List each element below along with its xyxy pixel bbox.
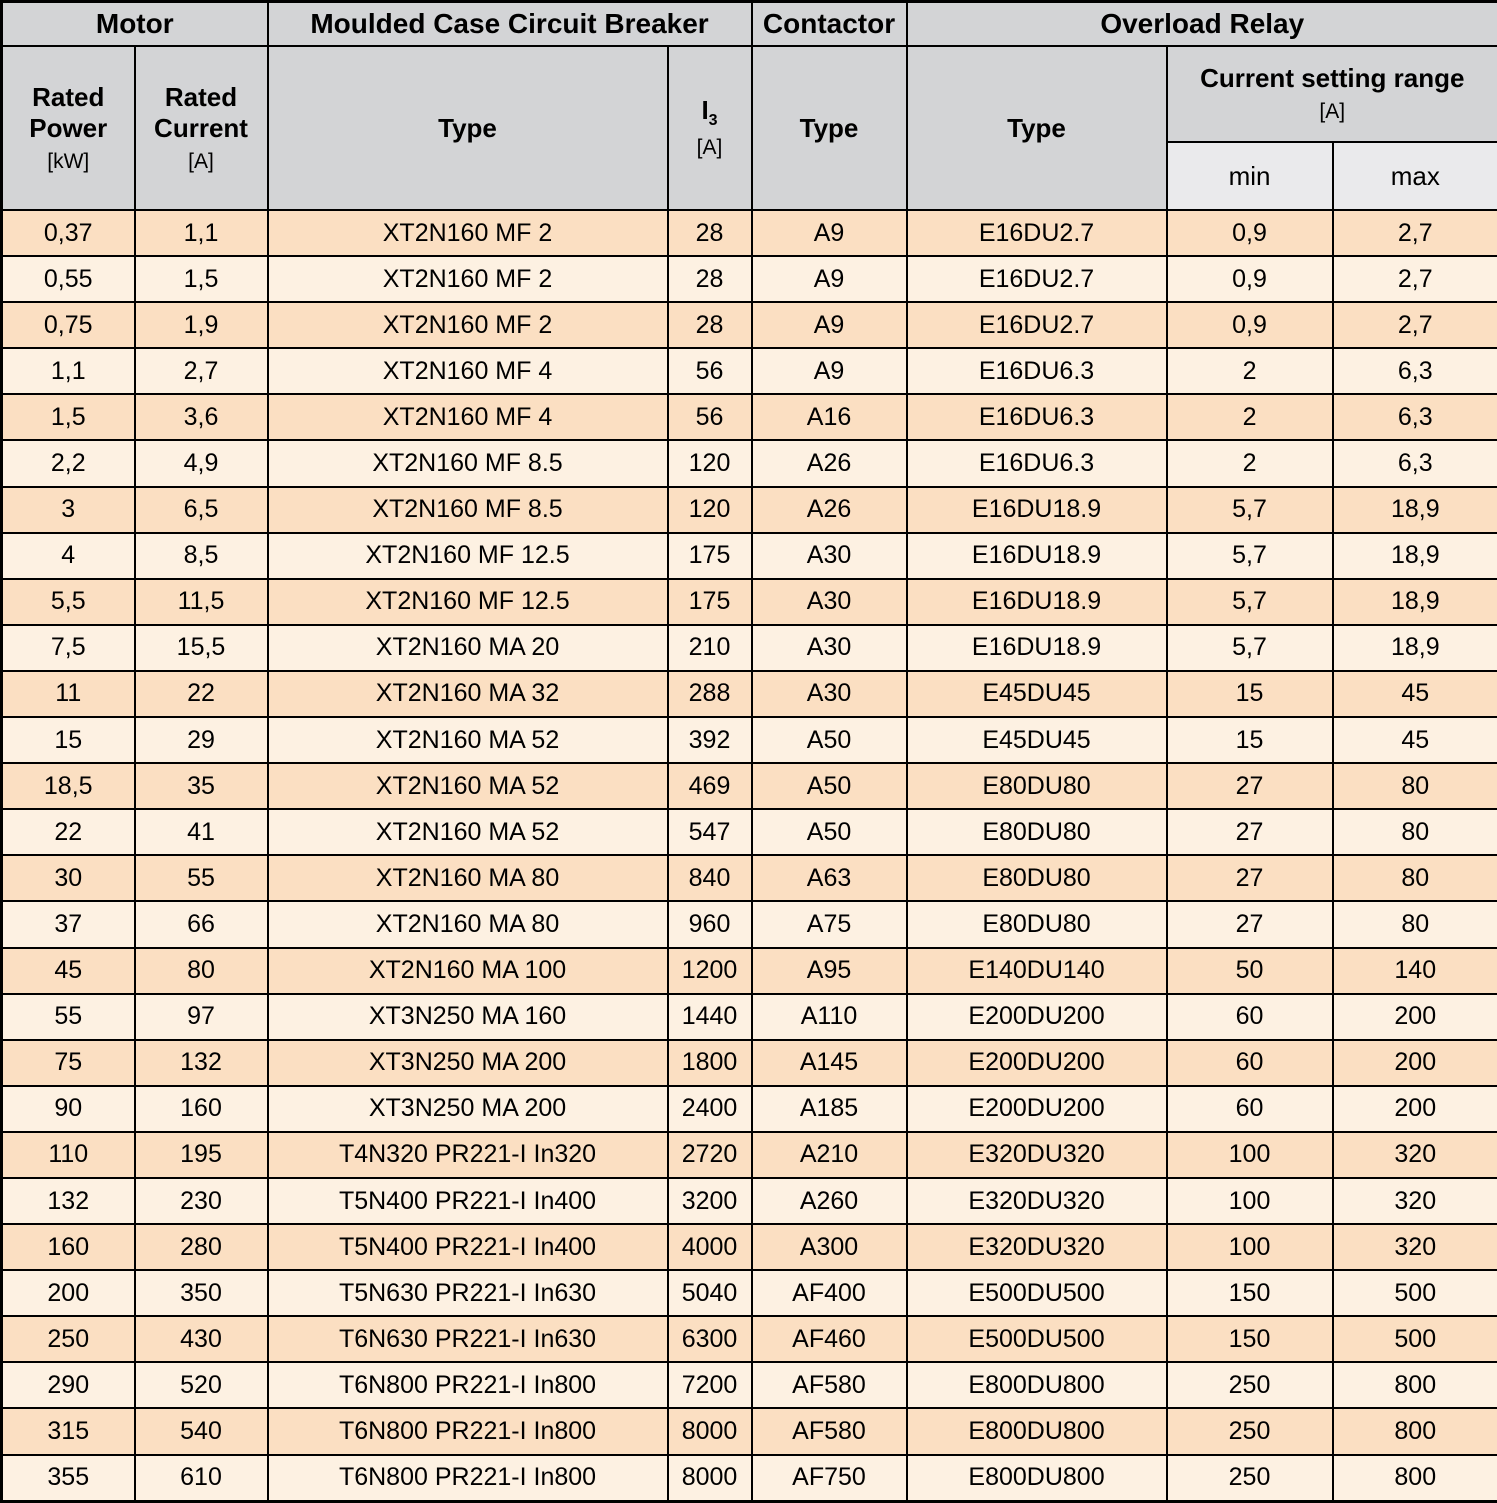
- overload-type-cell: E16DU18.9: [907, 487, 1167, 533]
- overload-type-cell: E200DU200: [907, 994, 1167, 1040]
- table-row: [2, 348, 1497, 394]
- mccb-type-cell: T5N400 PR221-I In400: [268, 1224, 668, 1270]
- table-row: [2, 1316, 1497, 1362]
- rated-current-cell: 6,5: [135, 487, 268, 533]
- rated-power-cell: 30: [2, 855, 135, 901]
- contactor-type-cell: AF750: [752, 1455, 907, 1502]
- header-motor: Motor: [2, 2, 268, 47]
- contactor-type-cell: A30: [752, 533, 907, 579]
- i3-subscript: 3: [708, 112, 718, 130]
- max-cell: 2,7: [1333, 302, 1497, 348]
- mccb-type-cell: T6N800 PR221-I In800: [268, 1362, 668, 1408]
- table-header: [2, 2, 1497, 211]
- min-cell: 5,7: [1167, 579, 1333, 625]
- rated-current-cell: 29: [135, 717, 268, 763]
- min-cell: 2: [1167, 394, 1333, 440]
- rated-current-cell: 4,9: [135, 440, 268, 486]
- min-cell: 5,7: [1167, 487, 1333, 533]
- rated-power-cell: 18,5: [2, 763, 135, 809]
- i3-cell: 210: [668, 625, 752, 671]
- table-row: [2, 671, 1497, 717]
- rated-power-cell: 250: [2, 1316, 135, 1362]
- mccb-type-cell: XT2N160 MF 8.5: [268, 440, 668, 486]
- header-contactor: Contactor: [752, 2, 907, 47]
- min-cell: 100: [1167, 1224, 1333, 1270]
- contactor-type-cell: A30: [752, 671, 907, 717]
- rated-current-cell: 1,9: [135, 302, 268, 348]
- overload-type-cell: E200DU200: [907, 1040, 1167, 1086]
- overload-type-cell: E16DU6.3: [907, 394, 1167, 440]
- max-cell: 200: [1333, 994, 1497, 1040]
- table-row: [2, 901, 1497, 947]
- table-row: [2, 1178, 1497, 1224]
- rated-power-cell: 45: [2, 948, 135, 994]
- rated-current-cell: 97: [135, 994, 268, 1040]
- mccb-type-cell: XT2N160 MA 100: [268, 948, 668, 994]
- contactor-type-cell: A50: [752, 809, 907, 855]
- min-cell: 5,7: [1167, 533, 1333, 579]
- contactor-type-cell: A30: [752, 579, 907, 625]
- mccb-type-cell: T6N800 PR221-I In800: [268, 1455, 668, 1502]
- rated-power-cell: 110: [2, 1132, 135, 1178]
- rated-current-cell: 350: [135, 1270, 268, 1316]
- contactor-type-cell: A95: [752, 948, 907, 994]
- mccb-type-cell: XT2N160 MA 52: [268, 809, 668, 855]
- table-row: [2, 809, 1497, 855]
- contactor-type-cell: A26: [752, 487, 907, 533]
- overload-type-cell: E80DU80: [907, 855, 1167, 901]
- rated-power-cell: 4: [2, 533, 135, 579]
- max-cell: 800: [1333, 1408, 1497, 1454]
- i3-cell: 56: [668, 348, 752, 394]
- max-cell: 80: [1333, 855, 1497, 901]
- table-row: [2, 256, 1497, 302]
- i3-cell: 1800: [668, 1040, 752, 1086]
- i3-cell: 175: [668, 579, 752, 625]
- rated-current-cell: 22: [135, 671, 268, 717]
- table-row: [2, 210, 1497, 256]
- rated-power-cell: 3: [2, 487, 135, 533]
- table-row: [2, 533, 1497, 579]
- i3-cell: 56: [668, 394, 752, 440]
- contactor-type-cell: A9: [752, 256, 907, 302]
- max-cell: 500: [1333, 1270, 1497, 1316]
- i3-cell: 840: [668, 855, 752, 901]
- min-cell: 15: [1167, 717, 1333, 763]
- max-cell: 2,7: [1333, 210, 1497, 256]
- header-group-row: [2, 2, 1497, 47]
- max-cell: 18,9: [1333, 625, 1497, 671]
- i3-cell: 5040: [668, 1270, 752, 1316]
- min-cell: 2: [1167, 348, 1333, 394]
- mccb-type-cell: T6N800 PR221-I In800: [268, 1408, 668, 1454]
- max-cell: 320: [1333, 1224, 1497, 1270]
- overload-type-cell: E16DU6.3: [907, 440, 1167, 486]
- rated-current-cell: 8,5: [135, 533, 268, 579]
- min-cell: 250: [1167, 1455, 1333, 1502]
- i3-cell: 2400: [668, 1086, 752, 1132]
- overload-type-cell: E80DU80: [907, 809, 1167, 855]
- i3-cell: 4000: [668, 1224, 752, 1270]
- rated-power-title: Rated Power: [29, 81, 108, 143]
- overload-type-cell: E800DU800: [907, 1362, 1167, 1408]
- i3-cell: 1440: [668, 994, 752, 1040]
- max-cell: 200: [1333, 1040, 1497, 1086]
- min-cell: 100: [1167, 1132, 1333, 1178]
- i3-cell: 547: [668, 809, 752, 855]
- overload-type-cell: E16DU6.3: [907, 348, 1167, 394]
- overload-type-cell: E80DU80: [907, 763, 1167, 809]
- table-row: [2, 1455, 1497, 1502]
- i3-cell: 3200: [668, 1178, 752, 1224]
- contactor-type-cell: A50: [752, 717, 907, 763]
- i3-cell: 8000: [668, 1455, 752, 1502]
- max-cell: 140: [1333, 948, 1497, 994]
- rated-power-cell: 132: [2, 1178, 135, 1224]
- current-setting-title: Current setting range: [1200, 63, 1465, 93]
- current-setting-unit: [A]: [1319, 100, 1346, 123]
- contactor-type-cell: A9: [752, 302, 907, 348]
- rated-current-cell: 132: [135, 1040, 268, 1086]
- overload-type-cell: E500DU500: [907, 1270, 1167, 1316]
- rated-current-cell: 3,6: [135, 394, 268, 440]
- rated-power-cell: 1,5: [2, 394, 135, 440]
- table-row: [2, 1362, 1497, 1408]
- table-row: [2, 625, 1497, 671]
- min-cell: 60: [1167, 994, 1333, 1040]
- table-row: [2, 394, 1497, 440]
- rated-power-cell: 200: [2, 1270, 135, 1316]
- rated-current-title: Rated Current: [154, 81, 248, 143]
- max-cell: 800: [1333, 1362, 1497, 1408]
- min-cell: 250: [1167, 1408, 1333, 1454]
- mccb-type-cell: XT2N160 MA 52: [268, 763, 668, 809]
- rated-current-cell: 160: [135, 1086, 268, 1132]
- table-row: [2, 1132, 1497, 1178]
- max-cell: 320: [1333, 1132, 1497, 1178]
- mccb-type-cell: XT2N160 MF 12.5: [268, 579, 668, 625]
- max-cell: 18,9: [1333, 533, 1497, 579]
- table-body: [2, 210, 1497, 1502]
- mccb-type-cell: XT2N160 MF 8.5: [268, 487, 668, 533]
- header-i3: [668, 46, 752, 210]
- contactor-type-cell: A145: [752, 1040, 907, 1086]
- rated-current-cell: 610: [135, 1455, 268, 1502]
- i3-cell: 469: [668, 763, 752, 809]
- max-cell: 18,9: [1333, 487, 1497, 533]
- overload-type-cell: E320DU320: [907, 1178, 1167, 1224]
- mccb-type-cell: T5N400 PR221-I In400: [268, 1178, 668, 1224]
- contactor-type-cell: A185: [752, 1086, 907, 1132]
- min-cell: 0,9: [1167, 210, 1333, 256]
- mccb-type-cell: XT2N160 MA 80: [268, 901, 668, 947]
- header-rated-power: [2, 46, 135, 210]
- table-row: [2, 948, 1497, 994]
- header-mccb-type: Type: [268, 46, 668, 210]
- rated-power-cell: 22: [2, 809, 135, 855]
- i3-cell: 120: [668, 440, 752, 486]
- contactor-type-cell: AF580: [752, 1408, 907, 1454]
- rated-current-cell: 11,5: [135, 579, 268, 625]
- mccb-type-cell: XT2N160 MA 80: [268, 855, 668, 901]
- i3-cell: 2720: [668, 1132, 752, 1178]
- table-row: [2, 717, 1497, 763]
- table-row: [2, 855, 1497, 901]
- overload-type-cell: E320DU320: [907, 1224, 1167, 1270]
- overload-type-cell: E800DU800: [907, 1408, 1167, 1454]
- min-cell: 27: [1167, 809, 1333, 855]
- contactor-type-cell: A9: [752, 210, 907, 256]
- rated-power-cell: 7,5: [2, 625, 135, 671]
- max-cell: 18,9: [1333, 579, 1497, 625]
- i3-cell: 392: [668, 717, 752, 763]
- overload-type-cell: E140DU140: [907, 948, 1167, 994]
- overload-type-cell: E45DU45: [907, 717, 1167, 763]
- table-row: [2, 1408, 1497, 1454]
- rated-current-cell: 1,1: [135, 210, 268, 256]
- rated-power-cell: 90: [2, 1086, 135, 1132]
- rated-power-cell: 15: [2, 717, 135, 763]
- rated-current-cell: 55: [135, 855, 268, 901]
- rated-power-cell: 315: [2, 1408, 135, 1454]
- mccb-type-cell: T4N320 PR221-I In320: [268, 1132, 668, 1178]
- mccb-type-cell: XT2N160 MF 12.5: [268, 533, 668, 579]
- min-cell: 150: [1167, 1316, 1333, 1362]
- mccb-type-cell: XT2N160 MF 4: [268, 394, 668, 440]
- rated-power-cell: 160: [2, 1224, 135, 1270]
- contactor-type-cell: A300: [752, 1224, 907, 1270]
- overload-type-cell: E200DU200: [907, 1086, 1167, 1132]
- max-cell: 45: [1333, 717, 1497, 763]
- mccb-type-cell: XT2N160 MA 20: [268, 625, 668, 671]
- overload-type-cell: E16DU18.9: [907, 533, 1167, 579]
- overload-type-cell: E320DU320: [907, 1132, 1167, 1178]
- mccb-type-cell: XT2N160 MF 2: [268, 256, 668, 302]
- rated-current-cell: 195: [135, 1132, 268, 1178]
- i3-cell: 28: [668, 302, 752, 348]
- min-cell: 27: [1167, 763, 1333, 809]
- i3-cell: 8000: [668, 1408, 752, 1454]
- max-cell: 800: [1333, 1455, 1497, 1502]
- overload-type-cell: E800DU800: [907, 1455, 1167, 1502]
- min-cell: 27: [1167, 901, 1333, 947]
- min-cell: 2: [1167, 440, 1333, 486]
- table-row: [2, 579, 1497, 625]
- min-cell: 0,9: [1167, 302, 1333, 348]
- table-row: [2, 440, 1497, 486]
- max-cell: 80: [1333, 901, 1497, 947]
- overload-type-cell: E45DU45: [907, 671, 1167, 717]
- contactor-type-cell: A50: [752, 763, 907, 809]
- header-contactor-type: Type: [752, 46, 907, 210]
- rated-current-cell: 80: [135, 948, 268, 994]
- table-row: [2, 1086, 1497, 1132]
- i3-cell: 175: [668, 533, 752, 579]
- i3-cell: 288: [668, 671, 752, 717]
- overload-type-cell: E16DU2.7: [907, 302, 1167, 348]
- min-cell: 15: [1167, 671, 1333, 717]
- rated-current-cell: 230: [135, 1178, 268, 1224]
- table-row: [2, 763, 1497, 809]
- mccb-type-cell: T6N630 PR221-I In630: [268, 1316, 668, 1362]
- contactor-type-cell: A75: [752, 901, 907, 947]
- rated-power-cell: 75: [2, 1040, 135, 1086]
- overload-type-cell: E16DU18.9: [907, 579, 1167, 625]
- table-row: [2, 1224, 1497, 1270]
- rated-power-cell: 37: [2, 901, 135, 947]
- rated-current-cell: 280: [135, 1224, 268, 1270]
- rated-power-cell: 0,37: [2, 210, 135, 256]
- max-cell: 6,3: [1333, 394, 1497, 440]
- max-cell: 500: [1333, 1316, 1497, 1362]
- contactor-type-cell: AF580: [752, 1362, 907, 1408]
- min-cell: 60: [1167, 1086, 1333, 1132]
- i3-cell: 7200: [668, 1362, 752, 1408]
- contactor-type-cell: AF400: [752, 1270, 907, 1316]
- min-cell: 60: [1167, 1040, 1333, 1086]
- i3-cell: 6300: [668, 1316, 752, 1362]
- rated-power-cell: 5,5: [2, 579, 135, 625]
- rated-power-cell: 0,55: [2, 256, 135, 302]
- min-cell: 50: [1167, 948, 1333, 994]
- mccb-type-cell: XT3N250 MA 160: [268, 994, 668, 1040]
- max-cell: 6,3: [1333, 440, 1497, 486]
- min-cell: 5,7: [1167, 625, 1333, 671]
- rated-power-cell: 355: [2, 1455, 135, 1502]
- rated-current-cell: 540: [135, 1408, 268, 1454]
- rated-power-cell: 55: [2, 994, 135, 1040]
- header-overload-type: Type: [907, 46, 1167, 210]
- contactor-type-cell: AF460: [752, 1316, 907, 1362]
- min-cell: 250: [1167, 1362, 1333, 1408]
- mccb-type-cell: T5N630 PR221-I In630: [268, 1270, 668, 1316]
- contactor-type-cell: A63: [752, 855, 907, 901]
- mccb-type-cell: XT3N250 MA 200: [268, 1086, 668, 1132]
- table-row: [2, 302, 1497, 348]
- contactor-type-cell: A260: [752, 1178, 907, 1224]
- header-min: min: [1167, 142, 1333, 210]
- rated-power-cell: 2,2: [2, 440, 135, 486]
- mccb-type-cell: XT2N160 MF 2: [268, 210, 668, 256]
- rated-current-cell: 66: [135, 901, 268, 947]
- header-overload-relay: Overload Relay: [907, 2, 1497, 47]
- rated-power-cell: 290: [2, 1362, 135, 1408]
- header-max: max: [1333, 142, 1497, 210]
- rated-power-cell: 0,75: [2, 302, 135, 348]
- rated-current-cell: 35: [135, 763, 268, 809]
- rated-current-cell: 41: [135, 809, 268, 855]
- min-cell: 150: [1167, 1270, 1333, 1316]
- table-row: [2, 1270, 1497, 1316]
- table-row: [2, 1040, 1497, 1086]
- overload-type-cell: E16DU2.7: [907, 256, 1167, 302]
- contactor-type-cell: A210: [752, 1132, 907, 1178]
- mccb-type-cell: XT2N160 MA 52: [268, 717, 668, 763]
- table-row: [2, 487, 1497, 533]
- contactor-type-cell: A9: [752, 348, 907, 394]
- overload-type-cell: E80DU80: [907, 901, 1167, 947]
- max-cell: 6,3: [1333, 348, 1497, 394]
- mccb-type-cell: XT3N250 MA 200: [268, 1040, 668, 1086]
- rated-power-cell: 11: [2, 671, 135, 717]
- contactor-type-cell: A110: [752, 994, 907, 1040]
- table-row: [2, 994, 1497, 1040]
- overload-type-cell: E16DU2.7: [907, 210, 1167, 256]
- max-cell: 200: [1333, 1086, 1497, 1132]
- min-cell: 27: [1167, 855, 1333, 901]
- rated-current-cell: 430: [135, 1316, 268, 1362]
- overload-type-cell: E500DU500: [907, 1316, 1167, 1362]
- max-cell: 320: [1333, 1178, 1497, 1224]
- header-mccb: Moulded Case Circuit Breaker: [268, 2, 752, 47]
- max-cell: 45: [1333, 671, 1497, 717]
- i3-symbol: I: [701, 94, 709, 125]
- rated-current-cell: 2,7: [135, 348, 268, 394]
- i3-cell: 1200: [668, 948, 752, 994]
- rated-power-cell: 1,1: [2, 348, 135, 394]
- mccb-type-cell: XT2N160 MF 4: [268, 348, 668, 394]
- header-current-setting-range: [1167, 46, 1497, 142]
- i3-cell: 960: [668, 901, 752, 947]
- i3-cell: 28: [668, 256, 752, 302]
- rated-power-unit: [kW]: [47, 149, 90, 173]
- mccb-type-cell: XT2N160 MA 32: [268, 671, 668, 717]
- contactor-type-cell: A26: [752, 440, 907, 486]
- max-cell: 80: [1333, 809, 1497, 855]
- max-cell: 2,7: [1333, 256, 1497, 302]
- i3-cell: 28: [668, 210, 752, 256]
- rated-current-cell: 520: [135, 1362, 268, 1408]
- rated-current-cell: 1,5: [135, 256, 268, 302]
- header-column-row: [2, 46, 1497, 142]
- header-rated-current: [135, 46, 268, 210]
- min-cell: 0,9: [1167, 256, 1333, 302]
- overload-type-cell: E16DU18.9: [907, 625, 1167, 671]
- i3-cell: 120: [668, 487, 752, 533]
- i3-unit: [A]: [696, 136, 723, 160]
- max-cell: 80: [1333, 763, 1497, 809]
- mccb-type-cell: XT2N160 MF 2: [268, 302, 668, 348]
- contactor-type-cell: A16: [752, 394, 907, 440]
- contactor-type-cell: A30: [752, 625, 907, 671]
- min-cell: 100: [1167, 1178, 1333, 1224]
- rated-current-unit: [A]: [188, 149, 214, 173]
- rated-current-cell: 15,5: [135, 625, 268, 671]
